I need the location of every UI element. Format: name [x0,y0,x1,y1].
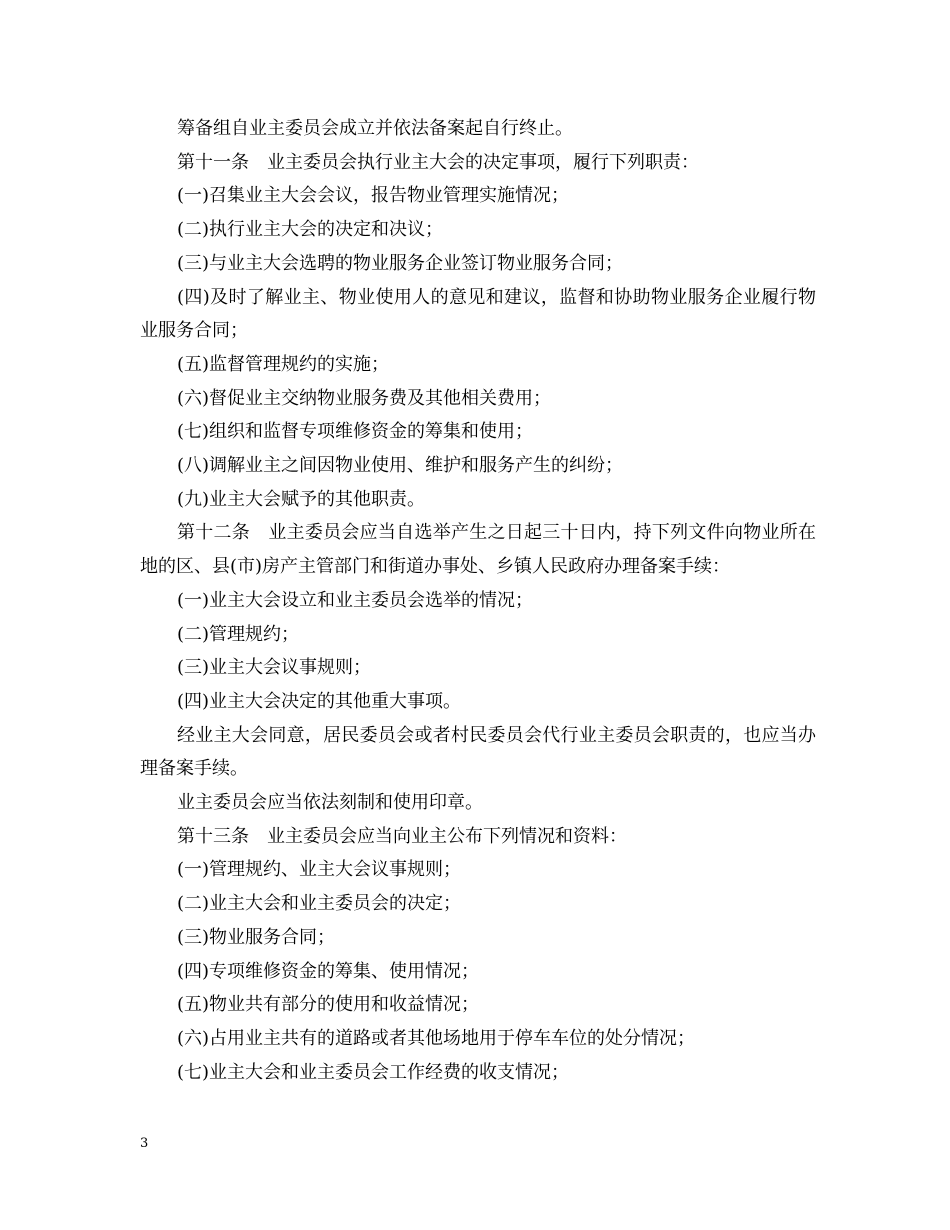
list-item: (二)业主大会和业主委员会的决定； [177,893,462,915]
list-item: (二)执行业主大会的决定和决议； [177,219,444,241]
paragraph: 经业主大会同意，居民委员会或者村民委员会代行业主委员会职责的，也应当办理备案手续。 [140,724,816,780]
list-item: (四)专项维修资金的筹集、使用情况； [177,960,480,982]
list-item: (三)业主大会议事规则； [177,657,372,679]
list-item: (九)业主大会赋予的其他职责。 [177,488,426,510]
article-11-heading: 第十一条 业主委员会执行业主大会的决定事项，履行下列职责： [177,151,699,173]
article-12-heading: 第十二条 业主委员会应当自选举产生之日起三十日内，持下列文件向物业所在地的区、县(市)房产主管部门和街道办事处、乡镇人民政府办理备案手续： [140,522,816,578]
list-item: (一)管理规约、业主大会议事规则； [177,859,462,881]
list-item: (四)及时了解业主、物业使用人的意见和建议，监督和协助物业服务企业履行物业服务合同； [140,286,816,342]
list-item: (二)管理规约； [177,623,300,645]
paragraph: 筹备组自业主委员会成立并依法备案起自行终止。 [177,118,573,139]
page-number: 3 [140,1136,149,1151]
document-body [140,112,816,1089]
list-item: (五)物业共有部分的使用和收益情况； [177,994,480,1016]
list-item: (三)物业服务合同； [177,926,336,948]
list-item: (八)调解业主之间因物业使用、维护和服务产生的纠纷； [177,455,624,477]
list-item: (一)召集业主大会会议，报告物业管理实施情况； [177,185,570,207]
list-item: (六)占用业主共有的道路或者其他场地用于停车车位的处分情况； [177,1027,696,1049]
list-item: (七)组织和监督专项维修资金的筹集和使用； [177,421,534,443]
list-item: (四)业主大会决定的其他重大事项。 [177,690,462,712]
paragraph: 业主委员会应当依法刻制和使用印章。 [177,792,483,814]
list-item: (五)监督管理规约的实施； [177,353,390,375]
article-13-heading: 第十三条 业主委员会应当向业主公布下列情况和资料： [177,825,627,847]
list-item: (一)业主大会设立和业主委员会选举的情况； [177,589,534,611]
list-item: (三)与业主大会选聘的物业服务企业签订物业服务合同； [177,252,624,274]
list-item: (七)业主大会和业主委员会工作经费的收支情况； [177,1061,570,1083]
list-item: (六)督促业主交纳物业服务费及其他相关费用； [177,387,552,409]
